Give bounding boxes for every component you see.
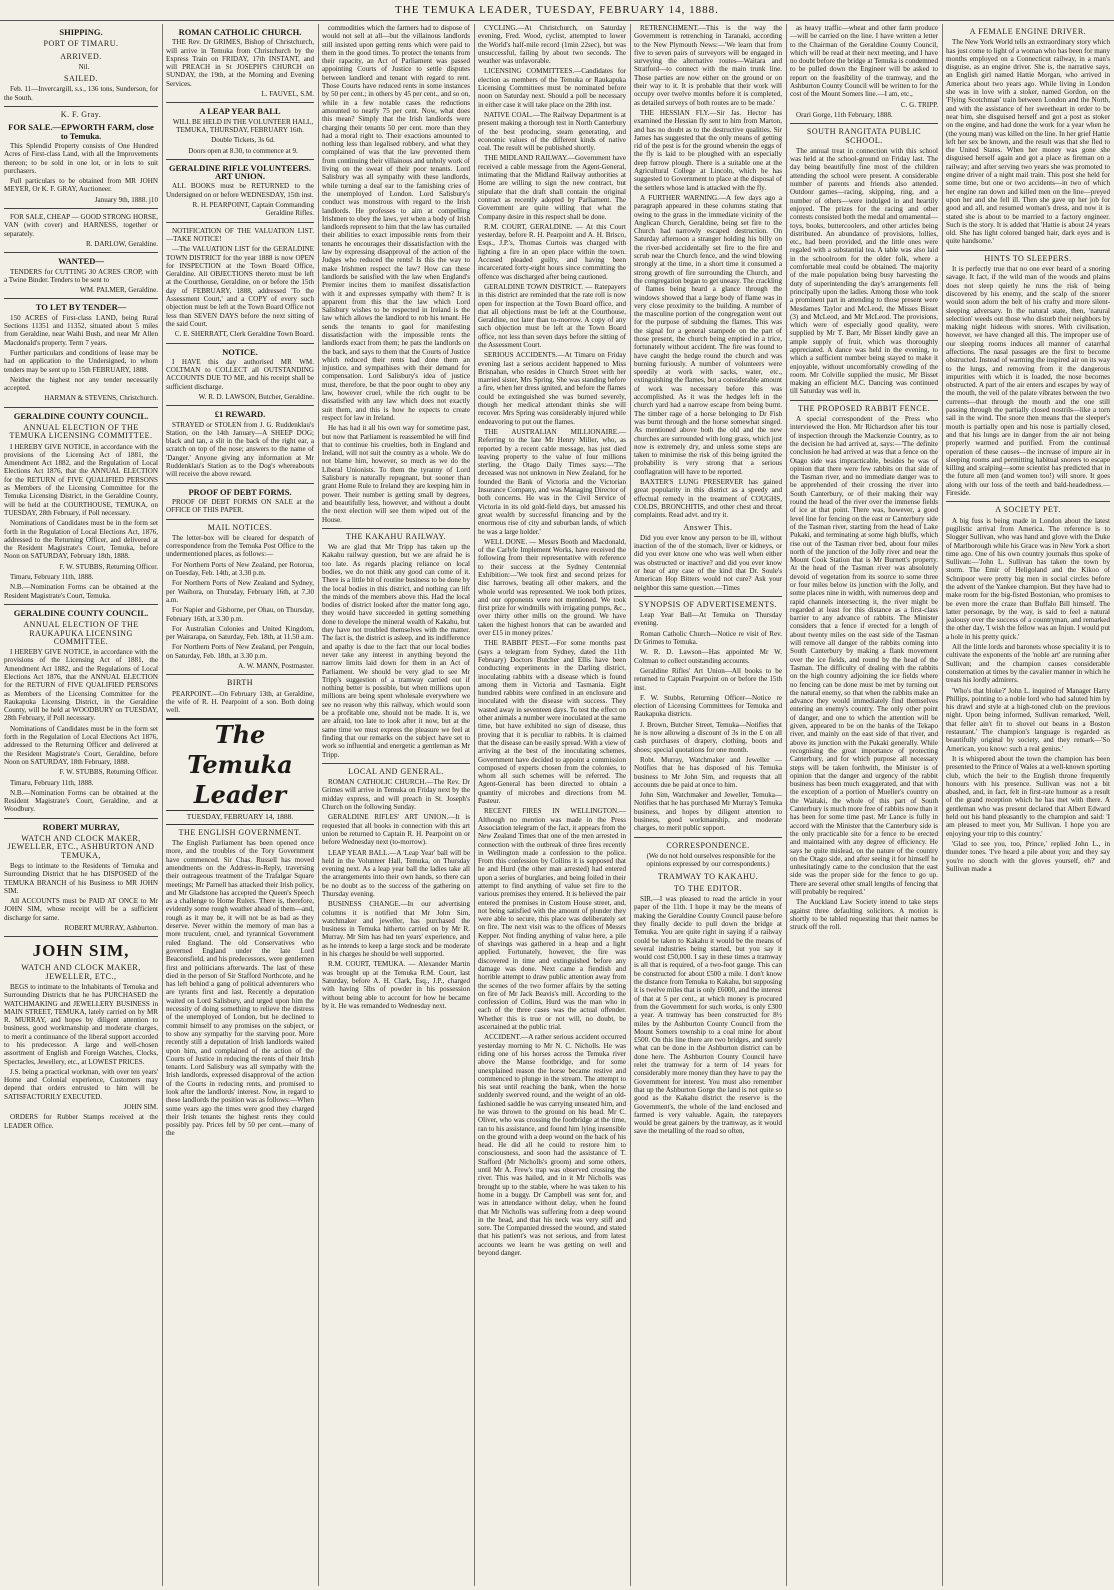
divider: [790, 400, 938, 401]
divider: [166, 222, 314, 223]
school-heading: SOUTH RANGITATA PUBLIC SCHOOL.: [806, 127, 922, 145]
newspaper-title: The Temuka Leader: [166, 718, 314, 811]
ball-heading: A LEAP YEAR BALL: [199, 106, 281, 117]
election-text: I HEREBY GIVE NOTICE, in accordance with the provisions of the Licensing Act of 1881, the Amendment Act 1882, and the Regulation of Local Elections Act 1876, that the ANNUAL ELECTION for the RETURN of FIVE QUALIFIED PERSONS as Members of the Licensing Committee for the Temuka Licensing District, in the Geraldine County, will be held at the COURTHOUSE, TEMUKA, on TUESDAY, 28th February, if Poll necessary.: [4, 442, 158, 517]
column-4: [478, 24, 626, 1586]
society-pet-text-5: 'Glad to see you, too, Prince,' replied John L., in thunder tones. 'I've heard a pile about you; and they say you're no slouch with the gloves yourself, eh?' and Sullivan made a: [946, 839, 1110, 873]
farm-ad-heading: FOR SALE.—EPWORTH FARM, close to Temuka.: [8, 122, 154, 141]
local-item: NATIVE COAL.—The Railway Department is at present making a thorough test in North Canterbury of the best producing, steam generating, and economic values of the different kinds of native coal. The result will be published shortly.: [478, 110, 626, 153]
divider: [166, 102, 314, 103]
reward-text: STRAYED or STOLEN from J. G. Ruddenklau's Station, on the 14th January—A SHEEP DOG; black and tan, a slit in the back of the right ear, a scratch on top of the nose; answers to the name of 'Danger.' Anyone giving any information at Mr Ruddenklau's Station as to the Dog's whereabouts will receive the above reward.: [166, 420, 314, 479]
engine-driver-heading: A FEMALE ENGINE DRIVER.: [969, 27, 1087, 36]
nomination-note: N.B.—Nomination Forms can be obtained at the Resident Magistrate's Court, Temuka.: [4, 583, 158, 600]
let-text-2: Further particulars and conditions of lease may be had on application to the Undersigned, to whom tenders may be sent up to 15th FEBRUARY, 1888.: [4, 348, 158, 374]
column-rule: [318, 24, 319, 1586]
valuation-text: —The VALUATION LIST for the GERALDINE TOWN DISTRICT for the year 1888 is now OPEN for INSPECTION at the Town Board Office, Geraldine. All OBJECTIONS thereto must be left at the Courthouse, Geraldine, on or before the 15th day of FEBRUARY, 1888, addressed 'To the Assessment Court,' and a COPY of every such objection must be left at the Town Board Office not less than SEVEN DAYS before the next sitting of the said Court.: [166, 245, 314, 328]
farm-ad-date: January 9th, 1888. j10: [94, 195, 158, 204]
sleepers-text: It is perfectly true that no one ever heard of a snoring savage. It fact, if the wild man of the woods and plains does not sleep quietly he runs the risk of being discovered by his enemy, and the scalp of the snorer would soon adorn the belt of his crafty and more silent-sleeping adversary. In the natural state, then, 'natural selection' weeds out those who disturb their neighbors by making night hideous with snores. With civilisation, however, we have changed all this. The improper use of our sleeping rooms induces all manner of catarrhal affections. The nasal passages are the first to become obstructed. Instead of warming the inspired air on its way to the lungs, and removing from it the dangerous impurities with which it is loaded, the nose becomes obstructed. A part of the air enters and escapes by way of the mouth, the veil of the palate vibrates between the two currents—that through the mouth and the one still passing through the partially closed nostrils—like a torn sail in the wind. The snore then means that the sleeper's mouth is partially open and his nose is partially closed, and that his lungs are in danger from the air not being properly warmed and purified. From the continual operation of these causes—the increase of impure air in sleeping rooms and permitting habitual snorers to escape killing and scalping—some scientist has predicted that in the future all men (and women too!) will snore. It goes along with our loss of the teeth and bald-headedness.—Fireside.: [946, 265, 1110, 498]
page-header: THE TEMUKA LEADER, TUESDAY, FEBRUARY 14, 1888.: [0, 0, 1114, 21]
let-text-3: Neither the highest nor any tender necessarily accepted.: [4, 375, 158, 393]
birth-heading: BIRTH: [226, 678, 254, 688]
mail-text-4: For Napier and Gisborne, per Ohau, on Thursday, February 16th, at 3.30 p.m.: [166, 606, 314, 623]
sim-subheading: WATCH AND CLOCK MAKER, JEWELLER, ETC.,: [21, 963, 141, 981]
divider: [4, 252, 158, 253]
local-item: ACCIDENT.—A rather serious accident occurred yesterday morning to Mr N. C. Nicholls. He was riding one of his horses across the Temuka river above the Manse footbridge, and for some unexplained reason the horse became restive and commenced to plunge in the stream. The attempt to his seat until reaching the bank, when the horse suddenly swerved round, and the weight of an old-fashioned saddle he was carrying unseated him, and he was thrown to the ground on his head. Mr C. Oliver, who was crossing the footbridge at the time, ran to his assistance, and found him lying insensible on the ground with a deep wound on the back of his head. He did all he could to restore him to consciousness, and soon had the assistance of T. Stafford (Mr Nicholls's groom) and some others, until Mr A. Frew's trap was observed crossing the river. This was hailed, and in it Mr Nicholls was brought up to the stable, where he was taken to his home in a buggy. Dr Campbell was sent for, and was in attendance without delay, when he found that Mr Nicholls was suffering from a deep wound in the head, and that his neck was very stiff and sore. The Companied dressed the wound, and stated that his patient's was not serious, and from latest accounts we learn he was getting on well and beyond danger.: [478, 1033, 626, 1258]
murray-text: Begs to intimate to the Residents of Temuka and Surrounding District that he has DISPOSED of the TEMUKA BRANCH of his Business to MR JOHN SIM.: [4, 861, 158, 895]
divider: [166, 519, 314, 520]
rifle-text: ALL BOOKS must be RETURNED to the Undersigned on or before WEDNESDAY, 15th inst.: [166, 182, 314, 199]
column-rule: [786, 24, 787, 1586]
synopsis-heading: SYNOPSIS OF ADVERTISEMENTS.: [638, 599, 778, 609]
column-1: [4, 24, 158, 1586]
column-6: [790, 24, 938, 1586]
election-heading-2: ANNUAL ELECTION OF THE RAUKAPUKA LICENSING COMMITTEE.: [23, 620, 139, 646]
local-item: R.M. COURT, TEMUKA. — Alexander Martin was brought up at the Temuka R.M. Court, last Saturday, before A. H. Clark, Esq., J.P., charged with having 5lbs of powder in his possession without being able to account for how he became by it. He was remanded to Wednesday next.: [322, 960, 470, 1010]
society-pet-text-3: 'Who's that bloke?' John L. inquired of Manager Harry Phillips, pointing to a noble lord who had saluted him by his drawl and style at a high-toned club on the previous night. Upon being informed, Sullivan remarked, 'Well, that feller ain't fit to shovel out beans in a Boston restaurant.' The champion's language is regarded as beautifully original by society, and they remark—'So American, you know: such a real genius.': [946, 686, 1110, 753]
council-heading: GERALDINE COUNTY COUNCIL.: [13, 410, 149, 421]
rc-text: THE Rev. Dr GRIMES, Bishop of Christchurch, will arrive in Temuka from Christchurch by the Express Train on FRIDAY, 17th INSTANT, and will PREACH in St JOSEPH'S CHURCH on SUNDAY, the 19th, at the Morning and Evening Services.: [166, 38, 314, 88]
advertiser-name: K. F. Gray.: [60, 110, 102, 120]
let-text: 150 ACRES of First-class LAND, being Rural Sections 11351 and 11352, situated about 5 miles from Geraldine, near Waihi Bush, and near Mr Allen Macdonald's property. Term 7 years.: [4, 313, 158, 347]
returning-officer-signature: F. W. STUBBS, Returning Officer.: [59, 562, 158, 571]
synopsis-item: W. R. D. Lawson—Has appointed Mr W. Coltman to collect outstanding accounts.: [634, 648, 782, 665]
divider: [946, 250, 1110, 251]
divider: [4, 106, 158, 107]
rifle-signature: R. H. PEARPOINT, Captain Commanding Geraldine Rifles.: [192, 201, 314, 218]
election-date: Timaru, February 11th, 1888.: [10, 778, 94, 787]
rabbit-fence-text: A special correspondent of the Press who interviewed the Hon. Mr Richardson after his tour of inspection through the Mackenzie Country, as to the decision he had arrived at, says:—'The definite conclusion he had arrived at was that a fence on the Otago side was impracticable, besides he was of opinion that there were few rabbits on that side of the Tasman river, and no immediate danger was to be apprehended of their crossing the river into South Canterbury, or of their making their way round the head of the river over the immense fields of ice at that point. There was, however, a good level line for fencing on the east or Canterbury side of the Tasman river, starting from the head of Lake Pukaki, and terminating at some high bluffs, which rise out of the Tasman river bed, about four miles north of the junction of the Jolly river and near the Mount Cook Station that is Mr Burnett's property. At the head of the Tasman river was absolutely devoid of vegetation from its source to some three or four miles below its junction with the Jolly, and some places nine in width, with numerous deep and rapid channels intersecting it, the river might be regarded at least for this distance as a first-class barrier to any advance of rabbits. The Minister considers that a fence if erected for a length of about twenty miles on the east side of the Tasman will remove all danger of the rabbits coming into South Canterbury by making a flank movement over the ice fields, and round by the head of the Tasman. The difficulty of dealing with the rabbits on the high country adjoining the ice fields where no fencing can be done must be met by turning out the natural enemy, so that when the rabbits make an advance they would immediately find themselves entering an enemy's country. The only other point of danger, and one to which the attention will be given, appeared to be on the banks of the Tekapo river, and mainly on the east side of that river, and above its junction with the Pukaki generally. While recognising the great importance of protecting Canterbury, and for which purpose all necessary steps will be taken forthwith, the Minister is of opinion that the danger and urgency of the rabbit business has been much exaggerated, and that with the exception of a portion of Mueller's country on the Waitaki, the whole of this part of South Canterbury is much more free of rabbits now than it has been for some time past. Mr Lance is fully in accord with the Minister that the Canterbury side is the only practicable site for a fence to be erected and maintained with any degree of efficiency. He says he quite mislead, on the nature of the country on the Otago side, and after seeing it for himself he unhesitatingly came to the conclusion that the east side was the proper side for the fence to go up. There are several other small lengths of fencing that will probably be required.': [790, 415, 938, 896]
sim-signature: JOHN SIM.: [123, 1103, 158, 1112]
mail-text: The letter-box will be cleared for despatch of correspondence from the Temuka Post Office to the undermentioned places, as follows:—: [166, 533, 314, 559]
reward-heading: £1 REWARD.: [214, 409, 266, 420]
law-society-text: The Auckland Law Society intend to take steps against three defaulting solicitors. A motion is shortly to be tabled requesting that their names be struck off the roll.: [790, 898, 938, 932]
horse-ad-text: FOR SALE, CHEAP — GOOD STRONG HORSE, VAN (with cover) and HARNESS, together or separately.: [4, 213, 158, 238]
divider: [634, 837, 782, 838]
sim-text: BEGS to intimate to the Inhabitants of Temuka and Surrounding Districts that he has PURCHASED the WATCHMAKING and JEWELLERY BUSINESS in MAIN STREET, TEMUKA, lately carried on by MR R. MURRAY, and hopes by diligent attention to business, good workmanship and moderate charges, to merit a continuance of the liberal support accorded to his predecessor. A large and well-chosen assortment of English and Foreign Watches, Clocks, Spectacles, Jewellery, etc., at LOWEST PRICES.: [4, 982, 158, 1066]
local-item: THE HESSIAN FLY.—Sir Jas. Hector has examined the Hessian fly sent to him from Marton, and has no doubt as to the destructive qualities. Sir James has suggested that the only means of getting rid of the pest is for the ground wherein the eggs of the fly is laid to be ploughed with an especially deep furrow plough. There is a suitable one at the Agricultural College at Lincoln, which he has suggested to Government to place at the disposal of the settlers whose land is attacked with the fly.: [634, 108, 782, 192]
local-item: BAXTER'S LUNG PRESERVER has gained great popularity in this district as a speedy and effectual remedy in the treatment of COUGHS, COLDS, BRONCHITIS, and other chest and throat complaints. Read advt. and try it.: [634, 478, 782, 520]
divider: [166, 405, 314, 406]
divider: [4, 407, 158, 408]
notice-text: I HAVE this day authorised MR WM. COLTMAN to COLLECT all OUTSTANDING ACCOUNTS DUE TO ME, and his receipt shall be sufficient discharge.: [166, 357, 314, 391]
election-heading: ANNUAL ELECTION OF THE TEMUKA LICENSING COMMITTEE.: [9, 422, 153, 441]
society-pet-text: A big fuss is being made in London about the latest pugilistic arrival from America. The reference is to Slogger Sullivan, who was hand and glove with the Duke of Marlborough while his Grace was in New York a short time ago. One of his own country journals thus spoke of Sullivan:—'John L. Sullivan has taken the town by storm. The Emir of Heligoland and the Kikoo of Schnipoor were pretty big men in social circles before the advent of the Yankee champion. But they have had to make room for the big-fisted Bostonian, who promises to be even more the craze than Buffalo Bill himself. The latter personage, by the way, is said to feel a natural jealousy over the success of a countryman, and remarked the other day, 'I wish the fellow was an Injun. I would put a hole in his pretty quick.': [946, 516, 1110, 641]
let-heading: TO LET BY TENDER—: [35, 302, 127, 313]
divider: [322, 528, 470, 529]
column-7: [946, 24, 1110, 1586]
synopsis-item: Leap Year Ball—At Temuka on Thursday evening.: [634, 611, 782, 628]
tramway-signature: C. G. TRIPP.: [900, 100, 938, 109]
editorial-text: The English Parliament has been opened once more, and the troubles of the Tory Government have commenced. Sir Chas. Russell has moved amendments on the Address-in-Reply, traversing their outrageous treatment of the Trafalgar Square meetings; Mr Parnell has attacked their Irish policy, and Mr Gladstone has accepted the Queen's Speech as a challenge to Home Rulers. There is, therefore, evidently some rough weather ahead of them—and, rough as it may be, it will not be as bad as they deserve. Never within the memory of man has a more truculent, cruel, and tyrannical Government ruled England. The old Conservatives who governed England under the late Lord Beaconsfield, and his predecessors, were gentlemen first and politicians afterwards. The last of these died in the person of Sir Stafford Northcote, and he has left behind a gang of political adventurers who are tyrants first and last. Recently a deputation waited on Lord Salisbury, and urged upon him the necessity of doing something to relieve the distress of the unemployed of London, but he declined to commit himself to any promises on the subject, or to show any sympathy for the starving poor. More recently still a deputation of Irish landlords waited upon him, and complained of the action of the Courts of Justice in reducing the rents of their Irish tenants. Lord Salisbury was all sympathy with the Irish landlords, expressed disapproval of the action of the Courts in reducing rents, and promised to look after the landlords' interest. Now, in regard to these landlords the position was as follows:—When some years ago the times were good they charged their Irish tenants the highest rents they could possibly pay. Prices fell by 50 per cent.—many of the: [166, 839, 314, 1138]
ball-text: WILL BE HELD IN THE VOLUNTEER HALL, TEMUKA, THURSDAY, FEBRUARY 16th.: [172, 117, 314, 134]
synopsis-item: Robt. Murray, Watchmaker and Jeweller —Notifies that he has disposed of his Temuka business to Mr John Sim, and requests that all accounts due be paid at once to him.: [634, 755, 782, 789]
editorial-continued: commodities which the farmers had to dispose of would not sell at all—but the villainous landlords still insisted upon getting rents which were paid to them in the good times. To protect the tenants from their rapacity, an Act of Parliament was passed appointing Courts of Justice to settle disputes between landlord and tenant with regard to rent. Those Courts have reduced rents in some instances by 50 per cent.; in others by 45 per cent., and so on, while in a few notable cases the reductions amounted to nearly 75 per cent. Now, what does this mean? Simply that the Irish landlords were charging their tenants 50 per cent. more than they had a moral right to. Their exactions amounted to nothing less than legalised robbery, and what they complained of was that the law prevented them from continuing their villainous and unholy work of living on the sweat of their poor tenants. Lord Salisbury was all sympathy with these landlords, while turning a deaf ear to the famishing cries of the unemployed of London. Lord Salisbury's conduct was monstrous with regard to the Irish landlords. He professes to aim at compelling Irishmen to obey the laws, yet when a body of Irish landlords represent to him that the law has curtailed their abilities to exact impossible rents from their tenants he encourages their dissatisfaction with the law by expressing disapproval of the action of the Judges who reduced the rents! Is this the way to make Irishmen respect the law? How can these landlords be satisfied with the law when England's Premier incites them to manifest dissatisfaction with it and expresses sympathy with them? It is apparent from this that the law which Lord Salisbury wishes to be respected in Ireland is the law which allows the landlord to rob his tenant. He sends the tenants to gaol for manifesting dissatisfaction with the impossible rents the landlords exact from them; he pats the landlords on the back, and says to them that the Courts of Justice which reduced their rents had done them an injustice, and sympathises with their demand for compensation. Lord Salisbury's idea of justice must, therefore, be that the poor ought to obey any law, however cruel, while the rich ought to be dissatisfied with any law which does not exactly suit them, and this is how he expects to create respect for law in Ireland.: [322, 24, 470, 422]
answer-text: Did you ever know any person to be ill, without inaction of the of the stomach, liver or kidneys, or did you ever know one who was well when either was obstructed or inactive? and did you ever know or hear of any case of the kind that Dr. Soule's American Hop Bitters would not cure? Ask your neighbor this same question.—Times: [634, 533, 782, 592]
mail-text-2: For Northern Ports of New Zealand, per Rotorua, on Tuesday, Feb. 14th, at 3.30 p.m.: [166, 560, 314, 578]
election-text-2: Nominations of Candidates must be in the form set forth in the Regulation of Local Elections Act, 1876, addressed to the Returning Officer, and delivered at the Resident Magistrate's Court, Temuka, before Noon on SATURDAY, February 18th, 1888.: [4, 519, 158, 561]
divider: [4, 818, 158, 819]
society-pet-heading: A SOCIETY PET.: [995, 505, 1061, 515]
election2-text: I HEREBY GIVE NOTICE, in accordance with the provisions of the Licensing Act of 1881, the Amendment Act 1882, and the Regulations of Local Elections Act 1876, that the ANNUAL ELECTION for the RETURN of FIVE QUALIFIED PERSONS as Members of the Licensing Committee for the Raukapuka Licensing District, in the Geraldine County, will be held at WOODBURY on TUESDAY, 28th February, if Poll necessary.: [4, 648, 158, 723]
synopsis-item: J. Brown, Butcher Street, Temuka—Notifies that he is now allowing a discount of 3s in the £ on all cash purchases of drapery, clothing, boots and shoes; special quotations for one month.: [634, 720, 782, 754]
society-pet-text-2: All the little lords and baronets whose speciality it is to cultivate the exponents of the 'noble art' are running after Sullivan; and the champion causes considerable consternation at times by the cavalier manner in which he treats his lordly admirers.: [946, 643, 1110, 685]
murray-heading: ROBERT MURRAY,: [42, 821, 120, 832]
synopsis-item: Geraldine Rifles' Art Union—All books to be returned to Captain Pearpoint on or before the 15th inst.: [634, 666, 782, 692]
mail-signature: A. W. MANN, Postmaster.: [238, 662, 314, 670]
orders-text: ORDERS for Rubber Stamps received at the LEADER Office.: [4, 1113, 158, 1130]
rc-heading: ROMAN CATHOLIC CHURCH.: [178, 27, 302, 37]
murray-subheading: WATCH AND CLOCK MAKER, JEWELLER, ETC., ASHBURTON AND TEMUKA,: [7, 834, 155, 860]
valuation-heading: NOTIFICATION OF THE VALUATION LIST.—TAKE NOTICE!: [166, 226, 314, 243]
ball-doors: Doors open at 8.30, to commence at 9.: [188, 146, 298, 155]
ball-tickets: Double Tickets, 3s 6d.: [211, 136, 275, 145]
farm-ad-text: This Splendid Property consists of One Hundred Acres of First-class Land, with all the Improvements thereon; to be sold in one lot, or in lots to suit purchasers.: [4, 141, 158, 175]
column-rule: [162, 24, 163, 1586]
column-rule: [942, 24, 943, 1586]
column-rule: [474, 24, 475, 1586]
railway-heading: THE KAKAHU RAILWAY.: [345, 531, 447, 541]
local-item: R.M. COURT, GERALDINE. — At this Court yesterday, before R. H. Pearpoint and A. H. Brisco, Esqs., J.P.'s, Thomas Curtois was charged with lighting a fire in an open place within the town. Accused pleaded guilty, and having been incarcerated forty-eight hours since committing the offence was discharged after being cautioned.: [478, 222, 626, 281]
divider: [166, 343, 314, 344]
synopsis-item: Roman Catholic Church—Notice re visit of Rev. Dr Grimes to Temuka.: [634, 629, 782, 647]
divider: [166, 159, 314, 160]
mail-text-6: For Northern Ports of New Zealand, per Penguin, on Saturday, Feb. 18th, at 3.30 p.m.: [166, 643, 314, 660]
rabbit-fence-heading: THE PROPOSED RABBIT FENCE.: [798, 403, 930, 413]
election-date: Timaru, February 11th, 1888.: [10, 573, 94, 582]
school-text: The annual treat in connection with this school was held at the school-ground on Friday last. The day being beautifully fine most of the children attending the school were present. A considerable number of parents and friends also attended. Outdoor games—racing, skipping, ring, and a number of others—were indulged in and heartily enjoyed. The prizes for the racing and other contests consisted both the medal and ornamental—toys, books, buttercoolers, and other articles being distributed. An abundance of provisions, lollies, etc., had been provided, and the little ones were regaled with a substantial tea. A table was also laid in the schoolroom for the older folk, where a comfortable meal could be obtained. The majority of the male population being busy harvesting the duty of superintending the day's arrangements fell principally upon the ladies. Among those who took a prominent part in attending to those present were Mesdames Taylor and McLeod, the Misses Bisset (3) and McLeod, and Mr McLeod. The provisions, which were of especially good quality, were supplied by Mr T. Barr, Mr Bisset kindly gave an ample supply of fruit, which was thoroughly appreciated. A dance was held in the evening, to which a sufficient number being stayed to make it enjoyable, without uncomfortably crowding of the room. Mr Colville supplied the music, Mr Bisset making an efficient M.C. Dancing was continued till Saturday was well in.: [790, 146, 938, 396]
local-heading: LOCAL AND GENERAL.: [348, 766, 444, 776]
column-2: [166, 24, 314, 1586]
to-the-editor: TO THE EDITOR.: [673, 883, 743, 893]
editorial-continued-2: He has had it all his own way for sometime past, but now that Parliament is reassembled he will find that to continue his cruelties, both in England and Ireland, will not suit the country as a whole. We do not blame him, however, so much as we do the Liberal Unionists. To them the tyranny of Lord Salisbury is naturally repugnant, but sooner than grant Home Rule to Ireland they are keeping him in power. Their number is getting small by degrees, and beautifully less, however, and without a doubt the next election will see them wiped out of the House.: [322, 424, 470, 524]
local-item: ROMAN CATHOLIC CHURCH.—The Rev. Dr Grimes will arrive in Temuka on Friday next by the midday express, and will preach in St. Joseph's Church on the following Sunday.: [322, 778, 470, 812]
murray-text-2: All ACCOUNTS must be PAID AT ONCE to Mr JOHN SIM, whose receipt will be a sufficient discharge for same.: [4, 897, 158, 922]
local-item: GERALDINE TOWN DISTRICT. — Ratepayers in this district are reminded that the rate roll is now open for inspection at the Town Board office, and that all objections must be left at the Courthouse, Geraldine, not later than to-morrow. A copy of any such objection must be left at the Town Board office, not less than seven days before the sitting of the Assessment Court.: [478, 282, 626, 349]
tramway-letter: SIR,—I was pleased to read the article in your paper of the 11th. I hope it may be the means of making the Geraldine County Council pause before they finally decide to pull down the bridge at Temuka. You are quite right in saying if a railway could be taken to Kakahu it would be the means of several industries being started, but you say it would cost £50,000. I say in these times a tramway is all that is required, of a two-foot gauge. This can be constructed for about £500 a mile. I don't know the distance from Temuka to Kakahu, but supposing it is twelve miles that is only £6000, and the interest of that at 5 per cent., at which money is procured from the Government for such works, is only £300 a year. A tramway has been constructed for 8½ miles by the Ashburton County Council from the Mount Somers township to a coal mine for about £500. On this line there are two bridges, and surely what can be done in the Ashburton district can be done here. The Ashburton County Council have relet the tramway for a term of 14 years for considerably more money than they have to pay the Government for interest. You must also remember that up the Ashburton Gorge the land is not quite so good as the Kakahu district the reserve is the Government's, the whole of the land enclosed and farmed is very valuable. Again, the ratepayers would be great gainers by the tramway, as it would save the metalling of the road so often,: [634, 895, 782, 1136]
local-item: THE RABBIT PEST.—For some months past (says a telegram from Sydney, dated the 11th February) Doctors Butcher and Ellis have been conducting experiments in the Darling district, inoculating rabbits with a disease which is found among them in Victoria and Tasmania. Eight hundred rabbits were confined in an enclosure and inoculated with the disease with success. They wasted away in seventeen days. To test the effect on other animals a number were inoculated at the same time, but have exhibited no sign of disease, thus proving that it is peculiar to rabbits. It is claimed that the disease can be easily spread. With a view of arriving at the best of the inoculating schemes, Government have decided to appoint a commission composed of experts chosen from the colonies, to whom all such schemes will be referred. The Agent-General has been directed to obtain a quantity of microbes and directions from M. Pasteur.: [478, 639, 626, 806]
local-item: CYCLING.—At Christchurch, on Saturday evening, Fred. Wood, cyclist, attempted to lower the World's half-mile record (1min 22sec), but was unsuccessful, failing by about two seconds. The weather was unfavorable.: [478, 24, 626, 66]
tramway-date: Orari Gorge, 11th February, 1888.: [796, 110, 893, 119]
column-rule: [630, 24, 631, 1586]
local-item: RECENT FIRES IN WELLINGTON.— Although no mention was made in the Press Association telegram of the fact, it appears from the New Zealand Times that one of the men arrested in connection with the outbreak of three fires recently in Wellington made a confession to the police. From this confession by Collins it is supposed that he and Hurd (the other man arrested) had entered upon a series of burglaries, and being foiled in their attempt to find anything of value set fire to the various premises they entered. It is believed the pair entered the premises in Custom House street, and, not being satisfied with the amount of plunder they were able to secure, this place was deliberately set on fire. The next visit was to the offices of Messrs Kepper. Not finding anything of value here, a pile of shavings was gathered in a heap and a light applied. Fortunately, however, the fire was discovered in time and extinguished before any damage was done. Next came a fiendish and horrible attempt to draw public attention away from the scenes of the two former affairs by the setting on fire of Mr Jack Beavis's mill. According to the confession of Collins, Hurd was the man who in each of the three cases was the actual offender. Whether this is true or not will, no doubt, be ascertained at the public trial.: [478, 807, 626, 1032]
divider: [634, 596, 782, 597]
local-item: THE MIDLAND RAILWAY.—Government have received a cable message from the Agent-General, intimating that the Midland Railway authorities at Home are willing to sign the new contract, but stipulate that the draft shall contain the original contract as recently adopted by Parliament. The Government are quite willing that what the Company desire in this respect shall be done.: [478, 154, 626, 221]
rifle-heading: GERALDINE RIFLE VOLUNTEERS. ART UNION.: [168, 162, 312, 182]
mail-text-5: For Australian Colonies and United Kingdom, per Wairarapa, on Saturday, Feb. 18th, at 11.50 a.m.: [166, 624, 314, 642]
notice-heading: NOTICE.: [222, 346, 258, 357]
arrived-heading: ARRIVED.: [60, 51, 102, 61]
tramway-heading: TRAMWAY TO KAKAHU.: [657, 871, 759, 881]
society-pet-text-4: It is whispered about the town the champion has been presented to the Prince of Wales at a well-known sporting club, which the heir to the English throne frequently honours with his presence. Sullivan was not a bit abashed, and, in fact, felt in first-rate humour as a result of the grand reception which he has met with there. A gentleman who was present declared that Albert Edward held out his hand pleasantly to the champion and said: 'I am pleased to meet you, Mr Sullivan. I hope you are enjoying your trip to this country.': [946, 754, 1110, 838]
valuation-signature: C. E. SHERRATT, Clerk Geraldine Town Board.: [174, 330, 314, 339]
nomination-note-2: N.B.—Nomination Forms can be obtained at the Resident Magistrate's Court, Geraldine, and at Woodbury.: [4, 788, 158, 814]
arrived-text: Nil.: [78, 62, 90, 71]
divider: [4, 298, 158, 299]
birth-text: PEARPOINT.—On February 13th, at Geraldine, the wife of R. H. Pearpoint of a son. Both doing well.: [166, 689, 314, 715]
divider: [4, 936, 158, 937]
election2-text-2: Nominations of Candidates must be in the form set forth in the Regulation of Local Elections Act 1876, addressed to the Returning Officer and delivered at the Resident Magistrate's Court, Geraldine, before Noon on SATURDAY, 18th February, 1888.: [4, 724, 158, 766]
divider: [946, 501, 1110, 502]
column-5: [634, 24, 782, 1586]
murray-signature: ROBERT MURRAY, Ashburton.: [64, 924, 158, 933]
proof-heading: PROOF OF DEBT FORMS.: [188, 486, 292, 497]
synopsis-item: John Sim, Watchmaker and Jeweller, Temuka—Notifies that he has purchased Mr Murray's Temuka business, and hopes by diligent attention to business, good workmanship, and moderate charges, to merit public support.: [634, 791, 782, 833]
mail-text-3: For Northern Ports of New Zealand and Sydney, per Waihora, on Thursday, February 16th, at 7.30 a.m.: [166, 579, 314, 604]
local-item: THE AUSTRALIAN MILLIONAIRE.—Referring to the late Mr Henry Miller, who, as reported by a recent cable message, has just died leaving property to the value of four millions sterling, the Otago Daily Times says:—'The deceased was not unknown in New Zealand, for he founded the Bank of Victoria and the Victorian Insurance Company, and was Managing Director of both concerns. He was in the Civil Service of Victoria in its old gold-field days, but amassed his great wealth by successful financing and by the enormous rise of city and suburban lands, of which he was a large holder.': [478, 427, 626, 536]
divider: [790, 123, 938, 124]
wanted-heading: WANTED—: [58, 256, 104, 267]
local-item: WELL DONE. — Messrs Booth and Macdonald, of the Carlyle Implement Works, have received the following from their representative with reference to their success at the Sydney Centennial Exhibition:—'We took first and second prizes for disc harrows, beating all other makers, and the whole world was represented. We took both prizes, and our opponents were not mentioned. We took first prize for windmills with irrigating pumps, &c., over thirty other mills on the ground. We have taken the highest honors that can be awarded and over £15 in money prizes.': [478, 537, 626, 638]
divider: [322, 763, 470, 764]
council-heading-2: GERALDINE COUNTY COUNCIL.: [13, 607, 149, 618]
shipping-heading: SHIPPING.: [59, 27, 103, 37]
sailed-heading: SAILED.: [64, 74, 98, 84]
divider: [166, 674, 314, 675]
synopsis-item: F. W. Stubbs, Returning Officer—Notice re election of Licensing Committees for Temuka and Raukapuka districts.: [634, 693, 782, 719]
sim-text-2: J.S. being a practical workman, with over ten years' Home and Colonial experience, Customers may depend that orders entrusted to him will be SATISFACTORILY EXECUTED.: [4, 1067, 158, 1101]
rc-signature: L. FAUVEL, S.M.: [261, 90, 314, 99]
local-item: SERIOUS ACCIDENTS.—At Timaru on Friday evening last a serious accident happened to Miss Brisnahan, who resides in Church Street with her married sister, Mrs Spring. She was standing before a fire, when her dress ignited, and before the flames could be extinguished she was burned severely, though her medical attendant thinks she will recover. Mrs Spring was considerably injured while endeavoring to put out the flames.: [478, 351, 626, 426]
horse-ad-signature: R. DARLOW, Geraldine.: [85, 239, 158, 248]
sim-heading: JOHN SIM,: [32, 941, 130, 961]
notice-signature: W. R. D. LAWSON, Butcher, Geraldine.: [198, 392, 314, 401]
local-item: GERALDINE RIFLES' ART UNION.—It is requested that all books in connection with this art union be returned to Captain R. H. Pearpoint on or before Wednesday next (to-morrow).: [322, 813, 470, 847]
local-item: LICENSING COMMITTEES.—Candidates for election as members of the Temuka or Raukapuka Licensing Committees must be nominated before noon on Saturday next. Should a poll be necessary in either case it will take place on the 28th inst.: [478, 67, 626, 109]
wanted-signature: WM. PALMER, Geraldine.: [80, 286, 158, 295]
divider: [4, 208, 158, 209]
local-item: LEAP YEAR BALL.—A 'Leap Year' ball will be held in the Volunteer Hall, Temuka, on Thursday evening next. As a leap year ball the ladies take all the arrangements into their own hands, so there can be no doubt as to the success of the gathering on Thursday evening.: [322, 848, 470, 898]
sleepers-heading: HINTS TO SLEEPERS.: [984, 253, 1072, 263]
mail-heading: MAIL NOTICES.: [207, 522, 273, 532]
returning-officer-signature: F. W. STUBBS, Returning Officer.: [59, 768, 158, 777]
local-item: A FURTHER WARNING.—A few days ago a paragraph appeared in these columns stating that owing to the grass in the immediate vicinity of the Anglican Church, Geraldine, being set fire to the Church had narrowly escaped destruction. On Saturday afternoon a stranger holding his billy on the river-bed accidentally set fire to the fire and scrub near the Church fence, and the wind blowing strongly at the time, in a short time it consumed a strong growth of fire surrounding the Church, and the congregation began to get uneasy. The crackling of flames being heard a glance through the windows showed that a large body of flame was in very close proximity to the building. A number of the masculine portion of the congregation went out for the purpose of subduing the flames. This was the signal for a general stampede on the part of those present, the church being emptied in a trice, fortunately without accident. The fire was found to have caught the hedge round the church and was burning furiously. A number of volunteers were speedily at work with sacks, water, etc., extinguishing the flames, but a considerable amount of work was necessary before this was accomplished. As it was the hedges left in the church yard had a narrow escape from being burnt. The timber rage of a horse belonging to Dr Fish was burnt through and the horse somewhat singed. As mentioned above both the old and the new churches are surrounded with long grass, which just now is extremely dry, and unless some steps are taken to minimise the risk of this being ignited the probability is very strong that a serious conflagration will have to be reported.: [634, 193, 782, 476]
port-heading: PORT OF TIMARU.: [43, 39, 119, 49]
farm-ad-text-2: Full particulars to be obtained from MR JOHN MEYER, Or K. F. GRAY, Auctioneer.: [4, 177, 158, 194]
dateline: TUESDAY, FEBRUARY 14, 1888.: [166, 813, 314, 824]
column-3: [322, 24, 470, 1586]
divider: [4, 604, 158, 605]
railway-text: We are glad that Mr Tripp has taken up the Kakahu railway question, but we are afraid he is too late. As regards placing reliance on local bodies, we do not think any good can come of it. There is a little bit of routine business to be done by the local bodies in this district, and nothing can lift the minds of the members above this. Had the local bodies of district looked after the matter long ago, they would have succeeded in getting something done to develope the mineral wealth of Kakahu, but they have not troubled themselves with the matter. The fact is, the district is asleep, and its indifference and apathy is due to the fact that our local bodies never take any interest in anything beyond the narrow limits laid down for them in an Act of Parliament. We should be very glad to see Mr Tripp's suggestion of a tramway carried out if nothing better is possible, but when millions upon millions are being spent wholesale everywhere we see no reason why this railway, which would soon be a profitable one, should not be made. It is, we are afraid, too late to look after it now, but at the same time we must express the pleasure we feel at finding that our remarks on the subject have set to work so influential and energetic a gentleman as Mr Tripp.: [322, 543, 470, 759]
sailed-text: Feb. 11—Invercargill, s.s., 136 tons, Sunderson, for the South.: [4, 85, 158, 102]
answer-heading: Answer This.: [683, 522, 733, 532]
engine-driver-text: The New York World tells an extraordinary story which has just come to light of a woman who has been for many months employed on a Connecticut railway, in a man's disguise, as an engine driver. She is, the narrative says, an English girl named Hattie Morgan, who arrived in America about two years ago. While living in London she was in love with a stoker, named Gordon, on the 'Flying Scotchman' train between London and the North, and with the assistance of her sweetheart in order to be near him, she disguised herself and got a post as stoker on the engine, and had done the work for a year when he (the young man) was killed on the line. In her grief Hattie left her sex be known, and the result was that she fled to the United States. When her money was gone she disguised herself again and got a place as fireman on a railway; and after serving two years she was promoted to engine driver of a night mail train. This post she held for some time, but one or two accidents—in two of which her engine ran down and killed men on the line—preyed upon her and she fell ill. Then she gave up her job for good and all, and resumed woman's dress, and now it is stated she is about to be married to a factory engineer. Such is the story. It is added that 'Hattie is about 24 years old. She has light colored banged hair, dark eyes and is quite handsome.': [946, 38, 1110, 246]
proof-text: PROOF OF DEBT FORMS ON SALE at the OFFICE OF THIS PAPER.: [166, 497, 314, 515]
wanted-text: TENDERS for CUTTING 30 ACRES CROP, with a Twine Binder. Tenders to be sent to: [4, 267, 158, 284]
correspondence-note: (We do not hold ourselves responsible for the opinions expressed by our correspondents.): [646, 851, 776, 869]
tramway-letter-continued: as heavy traffic—wheat and other farm produce—will be carried on the line. I have written a letter to the Chairman of the Geraldine County Council, which will be read at their next meeting, and I have no doubt before the bridge at Temuka is condemned to be pulled down the Engineer will be asked to report on the feasibility of the tramway, and the Ashburton County Council will be written to for the cost of the Mount Somers line.—I am, etc.,: [790, 24, 938, 99]
divider: [166, 483, 314, 484]
let-signature: HARMAN & STEVENS, Christchurch.: [44, 394, 158, 403]
editorial-heading: THE ENGLISH GOVERNMENT.: [178, 827, 302, 837]
correspondence-heading: CORRESPONDENCE.: [666, 840, 750, 850]
local-item: BUSINESS CHANGE.—In our advertising columns it is notified that Mr John Sim, watchmaker and jeweller, has purchased the business in Temuka hitherto carried on by Mr R. Murray. Mr Sim has had ten years' experience, and as he intends to keep a large stock and be moderate in his charges he should be well supported.: [322, 900, 470, 959]
local-item: RETRENCHMENT.—This is the way the Government is retrenching in Taranaki, according to the New Plymouth News:—'We learn that from five to seven pairs of surveyors will be engaged in surveying the alternative routes—Waitara and Stratford—to connect with the main trunk line. Those parties are now either on the ground or on their way to it. It is probable that their work will occupy over twelve months before it is completed, as detailed surveys of both routes are to be made.': [634, 24, 782, 107]
